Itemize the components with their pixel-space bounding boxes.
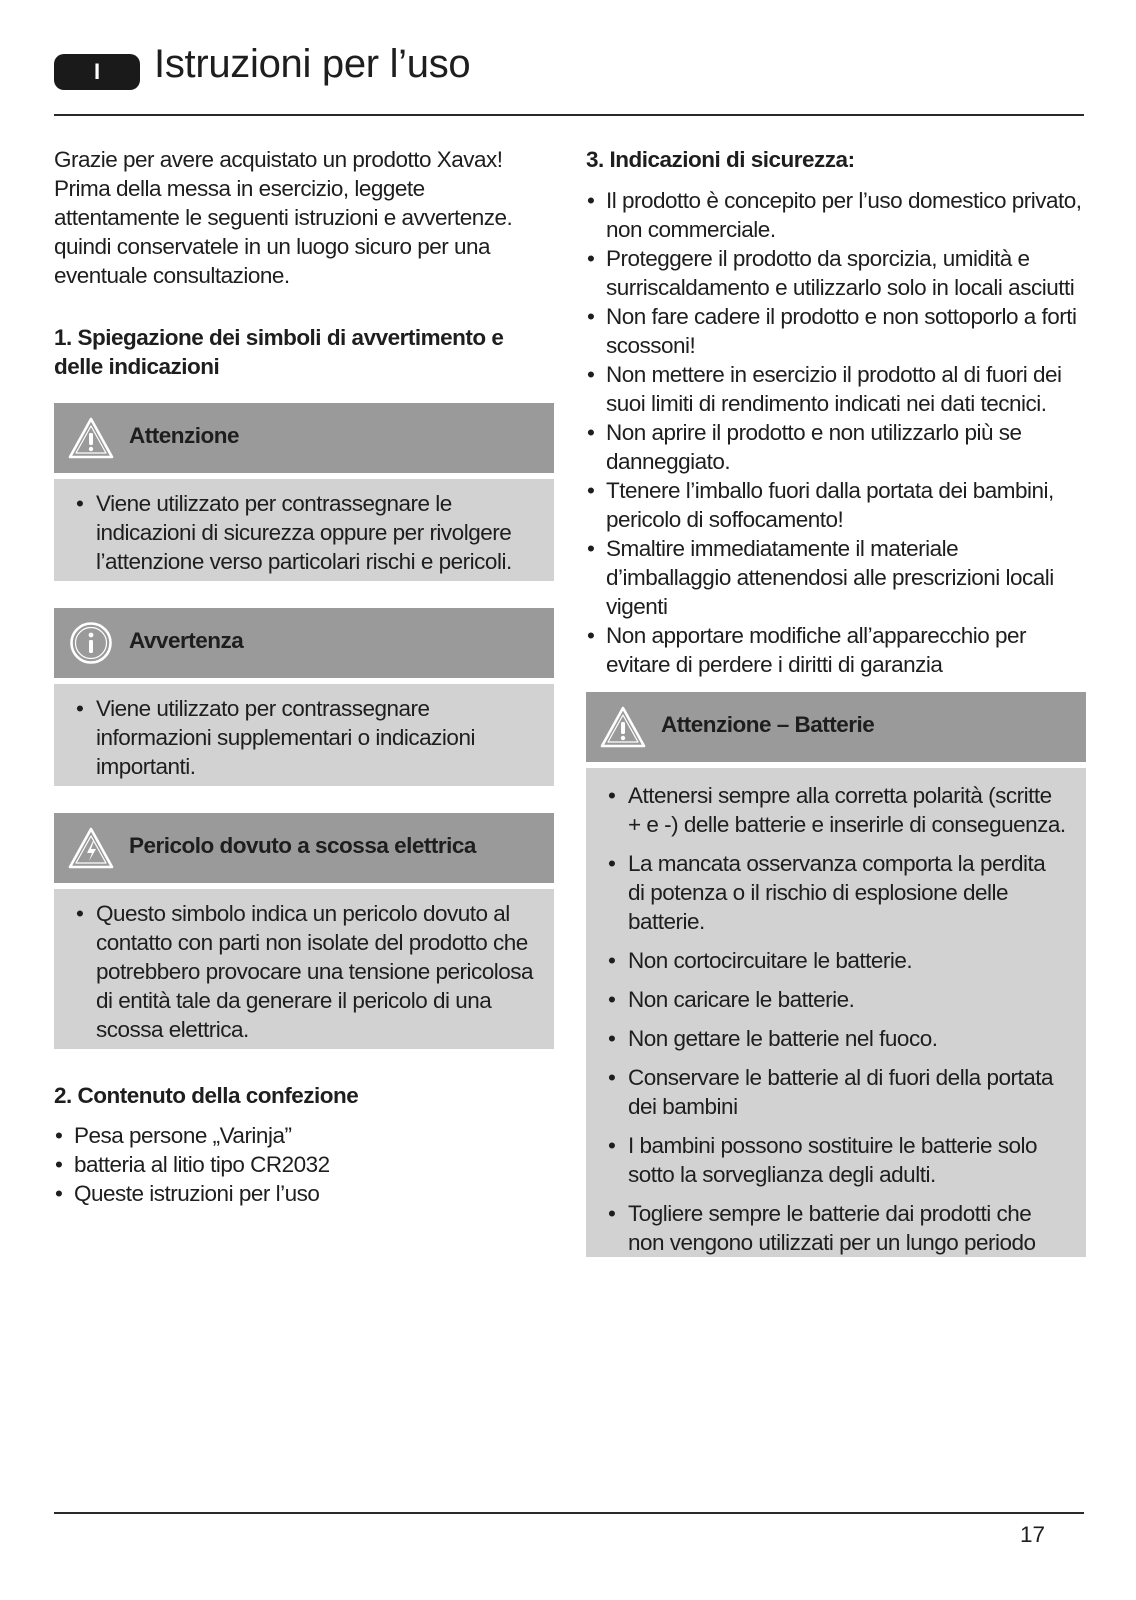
left-column bbox=[54, 145, 554, 1208]
contents-list bbox=[54, 1121, 554, 1208]
list-item: • La mancata osservanza comporta la perdita di potenza o il rischio di esplosione delle batterie. bbox=[606, 849, 1066, 936]
notice-header bbox=[54, 813, 554, 883]
notice-header bbox=[586, 692, 1086, 762]
section-3-heading: 3. Indicazioni di sicurezza: bbox=[586, 147, 855, 172]
list-item: • batteria al litio tipo CR2032 bbox=[54, 1150, 554, 1179]
intro-paragraph: Grazie per avere acquistato un prodotto Xavax! Prima della messa in esercizio, leggete attentamente le seguenti istruzioni e avvertenze. quindi conservatele in un luogo sicuro per una eventuale consultazione. bbox=[54, 147, 513, 288]
notice-text: • Viene utilizzato per contrassegnare le indicazioni di sicurezza oppure per rivolgere l’attenzione verso particolari rischi e pericoli. bbox=[74, 489, 534, 576]
notice-header bbox=[54, 608, 554, 678]
list-item: • Non aprire il prodotto e non utilizzarlo più se danneggiato. bbox=[586, 418, 1086, 476]
list-item: • Il prodotto è concepito per l’uso domestico privato, non commerciale. bbox=[586, 186, 1086, 244]
list-item: • Conservare le batterie al di fuori della portata dei bambini bbox=[606, 1063, 1066, 1121]
notice-label: Attenzione bbox=[129, 423, 239, 448]
list-item: • Attenersi sempre alla corretta polarità (scritte + e -) delle batterie e inserirle di conseguenza. bbox=[606, 781, 1066, 839]
notice-battery bbox=[586, 692, 1086, 1257]
footer-divider bbox=[54, 1512, 1084, 1514]
list-item: • Non mettere in esercizio il prodotto al di fuori dei suoi limiti di rendimento indicati nei dati tecnici. bbox=[586, 360, 1086, 418]
warning-triangle-icon bbox=[68, 416, 114, 460]
notice-electric bbox=[54, 813, 554, 1049]
notice-text: • Questo simbolo indica un pericolo dovuto al contatto con parti non isolate del prodotto che potrebbero provocare una tensione pericolosa di entità tale da generare il pericolo di una scossa elettrica. bbox=[74, 899, 534, 1044]
notice-attention bbox=[54, 403, 554, 581]
list-item: • I bambini possono sostituire le batterie solo sotto la sorveglianza degli adulti. bbox=[606, 1131, 1066, 1189]
list-item: • Togliere sempre le batterie dai prodotti che non vengono utilizzati per un lungo periodo bbox=[606, 1199, 1066, 1257]
list-item: • Proteggere il prodotto da sporcizia, umidità e surriscaldamento e utilizzarlo solo in locali asciutti bbox=[586, 244, 1086, 302]
list-item: • Pesa persone „Varinja” bbox=[54, 1121, 554, 1150]
right-column bbox=[586, 145, 1086, 1267]
notice-text: • Viene utilizzato per contrassegnare informazioni supplementari o indicazioni importanti. bbox=[74, 694, 534, 781]
list-item: • Non caricare le batterie. bbox=[606, 985, 1066, 1014]
list-item: • Non apportare modifiche all’apparecchio per evitare di perdere i diritti di garanzia bbox=[586, 621, 1086, 679]
notice-body bbox=[586, 768, 1086, 1257]
section-2-heading: 2. Contenuto della confezione bbox=[54, 1083, 359, 1108]
notice-label: Pericolo dovuto a scossa elettrica bbox=[129, 833, 476, 858]
notice-header bbox=[54, 403, 554, 473]
notice-body bbox=[54, 889, 554, 1049]
page-number: 17 bbox=[1020, 1522, 1046, 1547]
warning-triangle-icon bbox=[600, 705, 646, 749]
list-item: • Non cortocircuitare le batterie. bbox=[606, 946, 1066, 975]
safety-list bbox=[586, 186, 1086, 679]
section-1-heading: 1. Spiegazione dei simboli di avvertimento e delle indicazioni bbox=[54, 325, 504, 379]
info-circle-icon bbox=[68, 621, 114, 665]
electric-hazard-icon bbox=[68, 826, 114, 870]
language-badge: I bbox=[54, 54, 140, 90]
notice-label: Avvertenza bbox=[129, 628, 244, 653]
list-item: • Queste istruzioni per l’uso bbox=[54, 1179, 554, 1208]
list-item: • Non gettare le batterie nel fuoco. bbox=[606, 1024, 1066, 1053]
notice-body bbox=[54, 684, 554, 786]
list-item: • Ttenere l’imballo fuori dalla portata dei bambini, pericolo di soffocamento! bbox=[586, 476, 1086, 534]
list-item: • Non fare cadere il prodotto e non sottoporlo a forti scossoni! bbox=[586, 302, 1086, 360]
page-title: Istruzioni per l’uso bbox=[154, 42, 471, 86]
list-item: • Smaltire immediatamente il materiale d’imballaggio attenendosi alle prescrizioni locali vigenti bbox=[586, 534, 1086, 621]
notice-body bbox=[54, 479, 554, 581]
page-header bbox=[54, 42, 1084, 116]
notice-info bbox=[54, 608, 554, 786]
notice-label: Attenzione – Batterie bbox=[661, 712, 875, 737]
